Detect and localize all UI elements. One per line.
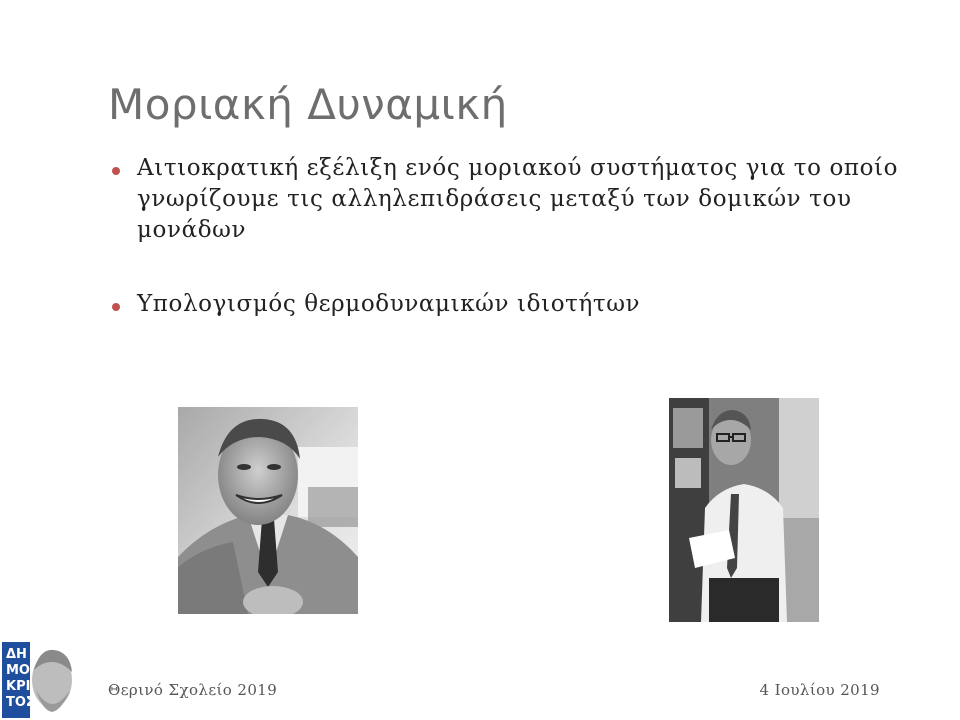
bullet-text: Αιτιοκρατική εξέλιξη ενός μοριακού συστήματος για το οποίο γνωρίζουμε τις αλληλεπιδράσεις μεταξύ των δομικών του μονάδων (137, 155, 899, 243)
bullet-dot-icon (112, 167, 120, 175)
footer-date: 4 Ιουλίου 2019 (759, 681, 880, 699)
slide-title: Μοριακή Δυναμική (108, 80, 508, 129)
bullet-text: Υπολογισμός θερμοδυναμικών ιδιοτήτων (137, 291, 641, 317)
portrait-photo-1 (178, 407, 358, 614)
democritus-logo (0, 640, 75, 720)
bullet-item (110, 153, 910, 246)
portrait-photo-2 (669, 398, 819, 622)
svg-text:ΜΟ: ΜΟ (6, 663, 30, 678)
bullet-dot-icon (112, 303, 120, 311)
svg-text:ΚΡΙ: ΚΡΙ (6, 679, 31, 694)
svg-text:ΤΟΣ: ΤΟΣ (6, 695, 35, 710)
bullet-item (110, 289, 910, 320)
footer-event: Θερινό Σχολείο 2019 (108, 681, 278, 699)
svg-text:ΔΗ: ΔΗ (6, 647, 27, 662)
bullet-list (110, 153, 910, 320)
